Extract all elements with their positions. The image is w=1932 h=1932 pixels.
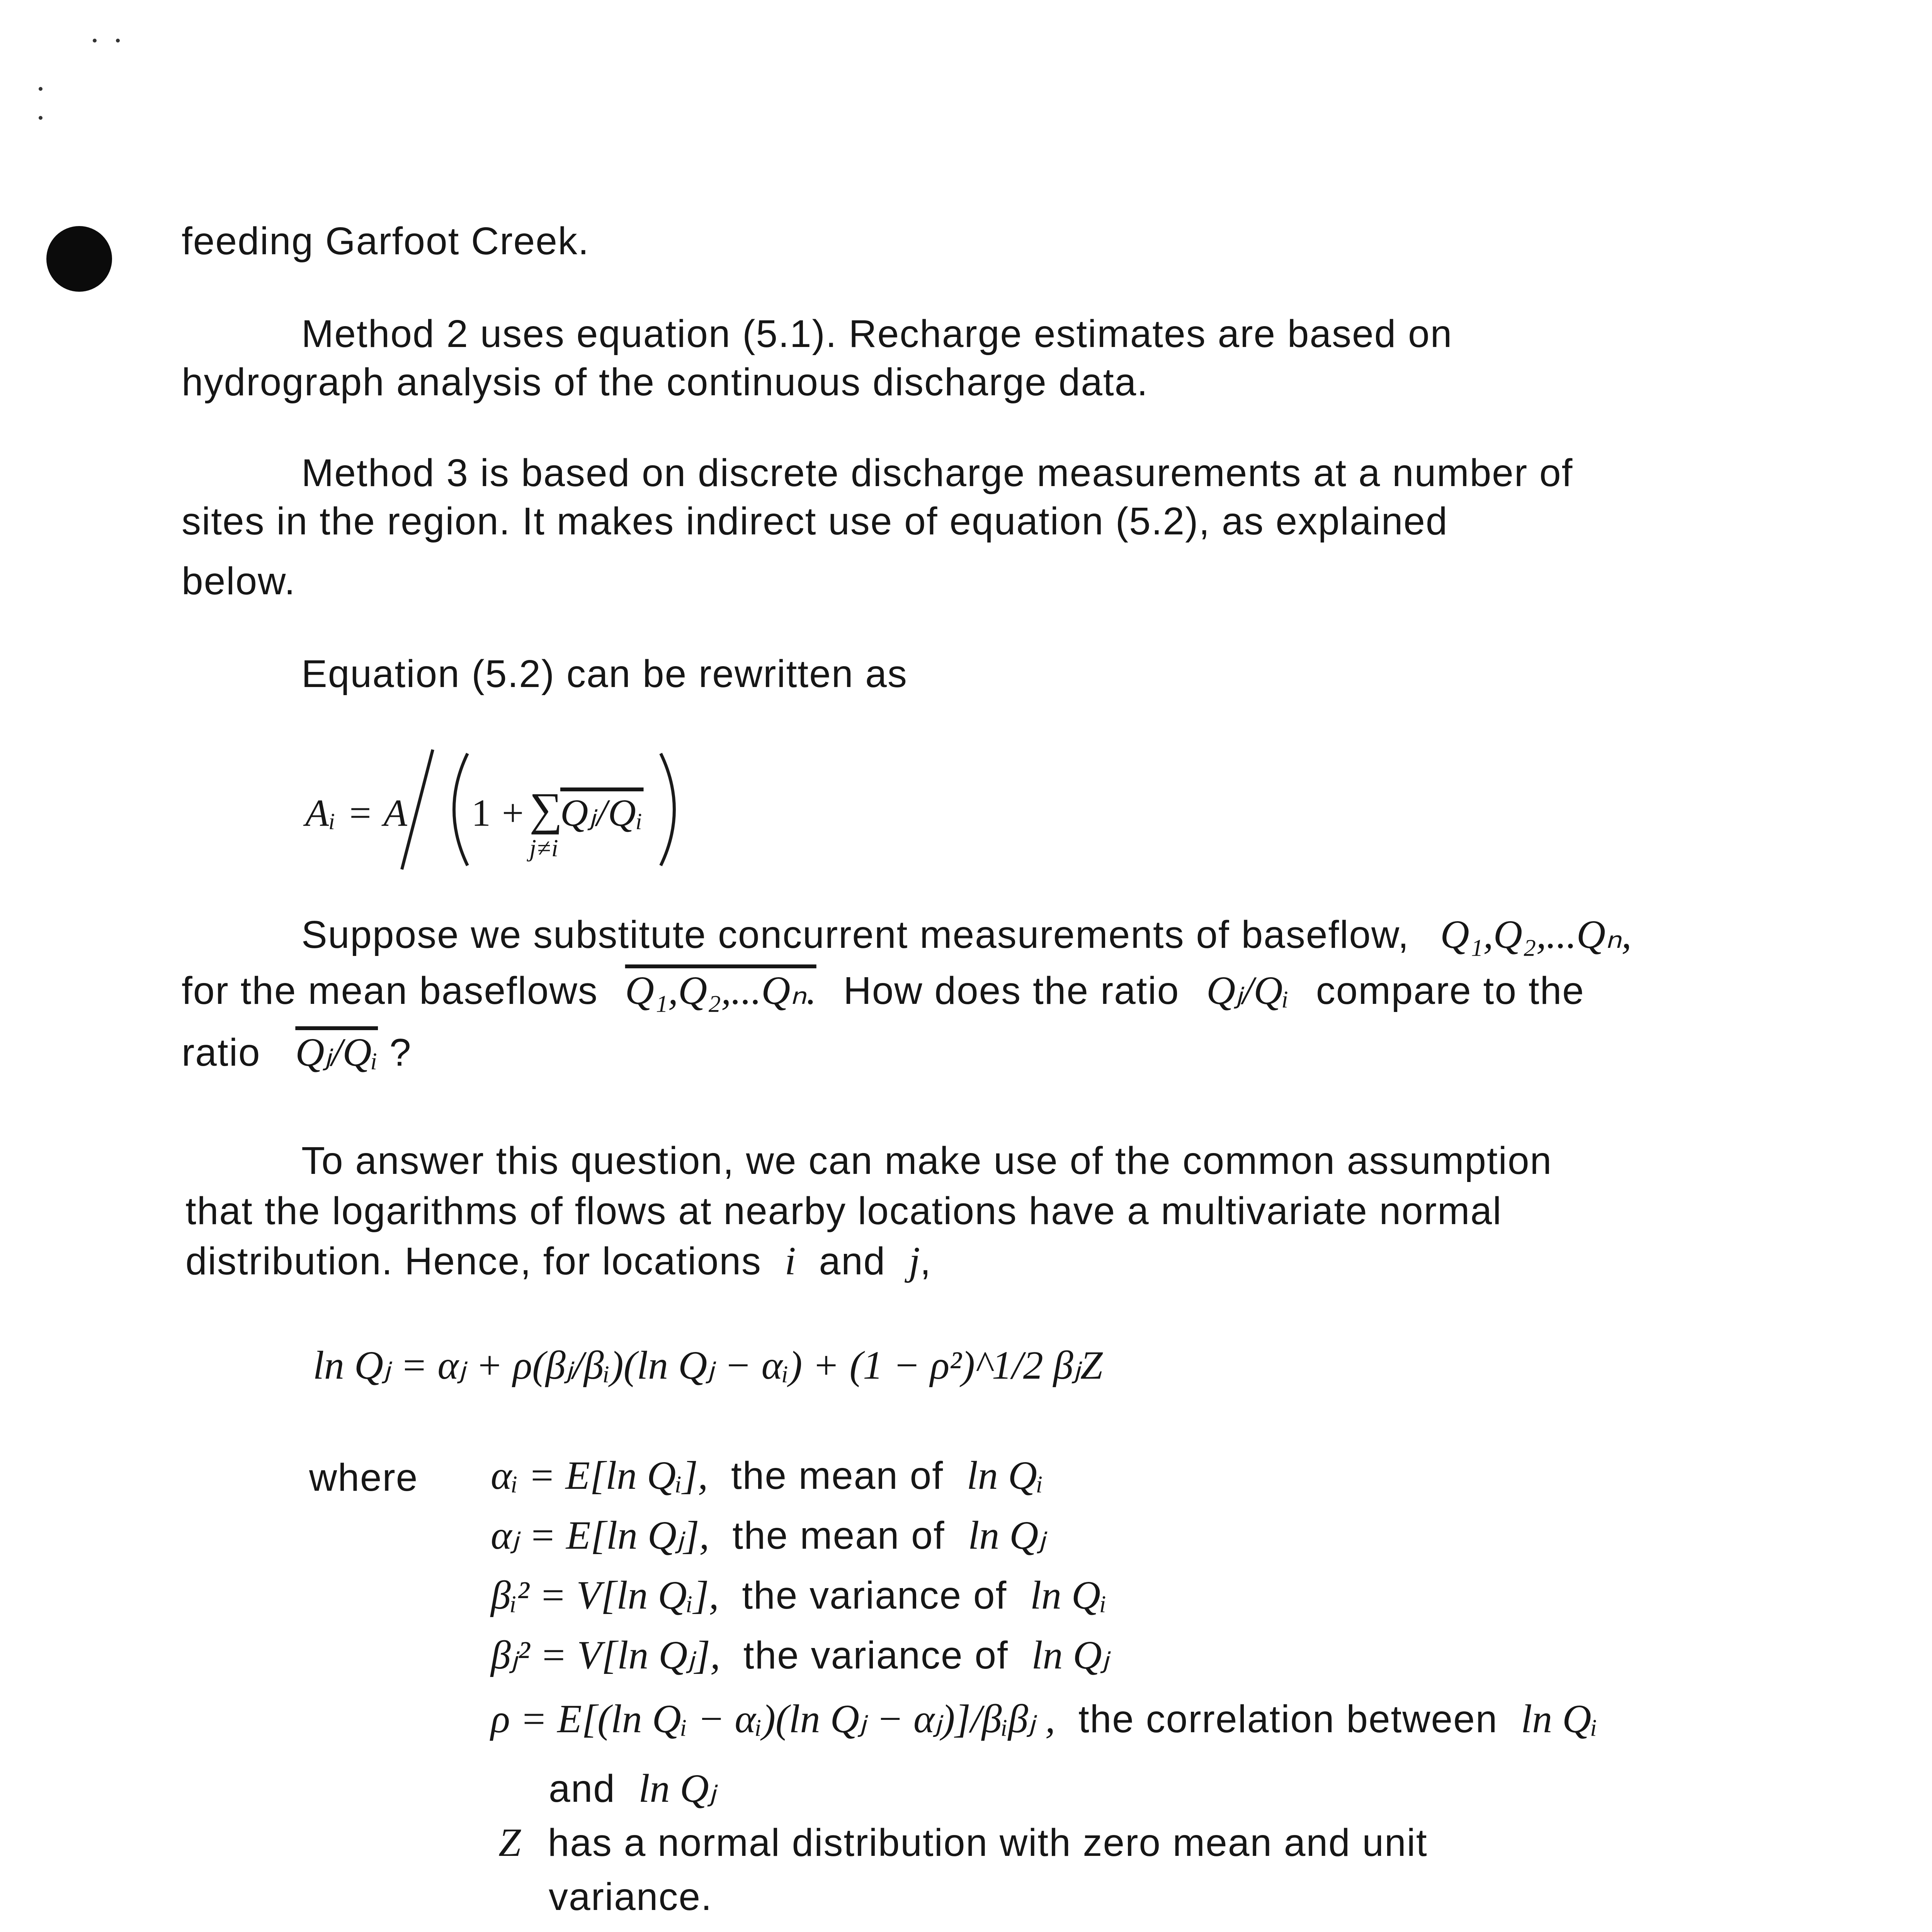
p5b-t1: for the mean baseflows (182, 969, 598, 1012)
p6c-j: j (909, 1239, 920, 1283)
d3-end: ln Qᵢ (1030, 1573, 1107, 1617)
text-line (182, 966, 1585, 1015)
d4-end: ln Qⱼ (1031, 1633, 1109, 1677)
p5b-m2: Qⱼ/Qᵢ (1206, 968, 1289, 1013)
d6-text: has a normal distribution with zero mean and unit (548, 1821, 1428, 1864)
d6-math: Z (498, 1820, 521, 1865)
text-line: hydrograph analysis of the continuous discharge data. (182, 361, 1148, 404)
eq1-ratio: Qⱼ/Qᵢ (560, 791, 644, 834)
equation-1 (305, 746, 692, 873)
text-line: Equation (5.2) can be rewritten as (301, 652, 908, 696)
p5c-t1: ratio (182, 1031, 261, 1074)
text-line: To answer this question, we can make use of the common assumption (301, 1139, 1553, 1182)
p5a-text: Suppose we substitute concurrent measurements of baseflow, (301, 913, 1410, 956)
binder-hole-icon (46, 226, 112, 292)
definition-z (498, 1818, 1428, 1867)
eq1-lhs: Aᵢ = A (305, 791, 408, 834)
text-line: Method 2 uses equation (5.1). Recharge estimates are based on (301, 312, 1453, 355)
p6c-end: , (920, 1240, 932, 1283)
eq1-sigma: ∑ (529, 783, 563, 835)
eq1-one-plus: 1 + (471, 791, 525, 834)
p5c-t2: ? (389, 1031, 412, 1074)
p5b-t2: How does the ratio (843, 969, 1180, 1012)
definition-alpha-i (491, 1451, 1043, 1500)
d5-text: the correlation between (1078, 1697, 1498, 1741)
d5b-text: and (549, 1767, 616, 1810)
where-label: where (309, 1456, 418, 1499)
definition-beta-j (491, 1631, 1109, 1680)
text-line: Method 3 is based on discrete discharge measurements at a number of (301, 451, 1573, 495)
definition-beta-i (491, 1571, 1107, 1620)
p5c-m1: Qⱼ/Qᵢ (295, 1030, 378, 1075)
scan-speck (116, 39, 120, 43)
scan-speck (39, 87, 43, 91)
d3-text: the variance of (742, 1574, 1007, 1617)
definition-rho (491, 1694, 1598, 1744)
text-line (182, 1028, 412, 1077)
text-line (185, 1236, 932, 1286)
equation-2: ln Qⱼ = αⱼ + ρ(βⱼ/βᵢ)(ln Qⱼ − αᵢ) + (1 − ρ²)^1/2 βⱼZ (313, 1343, 1103, 1388)
d4-text: the variance of (743, 1634, 1009, 1677)
d3-math: βᵢ² = V[ln Qᵢ], (491, 1573, 719, 1617)
text-line: below. (182, 560, 296, 603)
definition-z-cont: variance. (549, 1875, 713, 1918)
scan-speck (39, 116, 43, 120)
p5b-m1: Q₁,Q₂,...Qₙ. (625, 968, 816, 1013)
d1-math: αᵢ = E[ln Qᵢ], (491, 1453, 708, 1498)
d2-text: the mean of (732, 1514, 945, 1557)
text-line: that the logarithms of flows at nearby locations have a multivariate normal (185, 1189, 1502, 1233)
d2-end: ln Qⱼ (968, 1513, 1046, 1558)
p6c-and: and (819, 1240, 886, 1283)
text-line: feeding Garfoot Creek. (182, 219, 590, 263)
text-line (301, 910, 1631, 959)
p5a-math: Q₁,Q₂,...Qₙ, (1440, 912, 1632, 957)
definition-alpha-j (491, 1511, 1046, 1560)
p6c-t1: distribution. Hence, for locations (185, 1240, 762, 1283)
p5b-t3: compare to the (1316, 969, 1585, 1012)
d2-math: αⱼ = E[ln Qⱼ], (491, 1513, 709, 1558)
d1-text: the mean of (731, 1454, 944, 1497)
scan-speck (93, 39, 97, 43)
d5-math: ρ = E[(ln Qᵢ − αᵢ)(ln Qⱼ − αⱼ)]/βᵢβⱼ , (491, 1697, 1056, 1741)
eq1-sum-subscript: j≠i (529, 834, 559, 862)
d1-end: ln Qᵢ (966, 1453, 1044, 1498)
definition-rho-cont (549, 1764, 716, 1813)
d4-math: βⱼ² = V[ln Qⱼ], (491, 1633, 720, 1677)
d5-end: ln Qᵢ (1521, 1697, 1598, 1741)
d5b-end: ln Qⱼ (638, 1766, 716, 1811)
text-line: sites in the region. It makes indirect use of equation (5.2), as explained (182, 500, 1448, 543)
p6c-i: i (784, 1239, 796, 1283)
